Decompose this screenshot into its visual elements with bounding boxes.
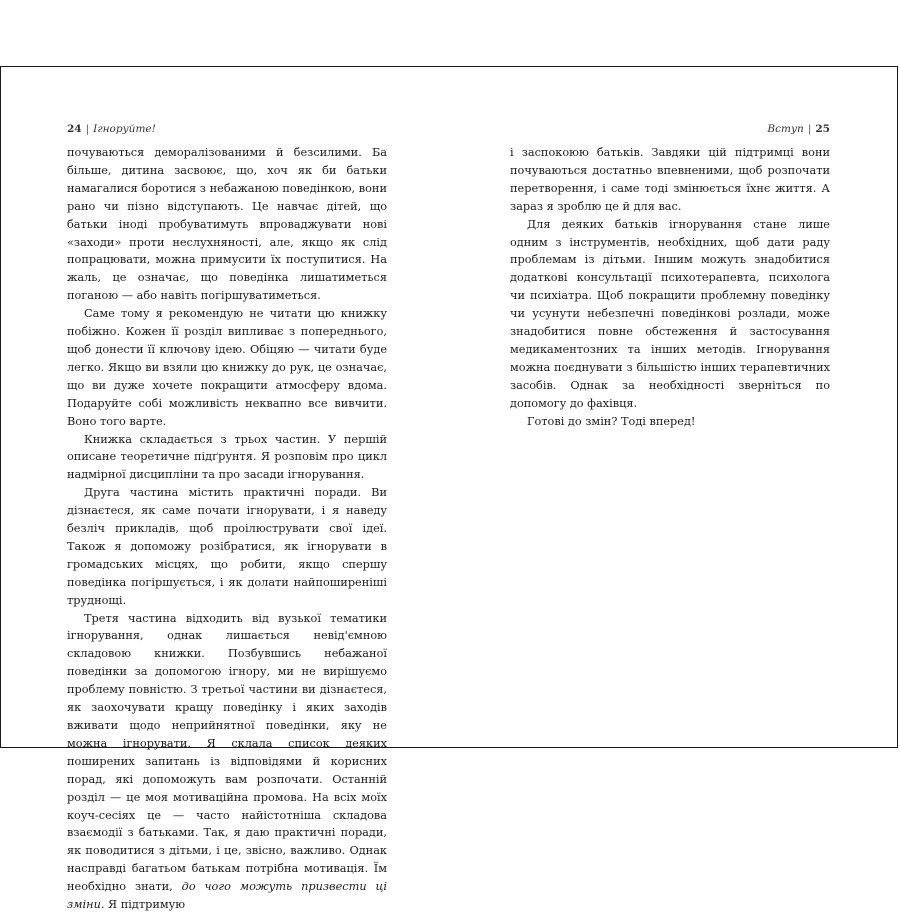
paragraph-text: і заспокоюю батьків. Завдяки цій підтримці вони почуваються достатньо впевненими, щоб розпочати перетворення, і саме тоді змінюється їхнє життя. А зараз я зроблю це й для вас. <box>510 146 830 213</box>
paragraph-text: Третя частина відходить від вузької тематики ігнорування, однак лишається невід'ємною складовою книжки. Позбувшись небажаної поведінки за допомогою ігнору, ми не вирішуємо проблему повністю. З третьої частини ви дізнаєтеся, як заохочувати кращу поведінку і яких заходів вживати щодо неприйнятної поведінки, яку не можна ігнорувати. Я склала список деяких поширених запитань із відповідями й корисних порад, які допоможуть вам розпочати. Останній розділ — це моя мотиваційна промова. На всіх моїх коуч-сесіях це — часто найістотніша складова взаємодії з батьками. Так, я даю практичні поради, як поводитися з дітьми, і це, звісно, важливо. Однак насправді багатьом батькам потрібна мотивація. Їм необхідно знати, <box>67 611 387 894</box>
left-page-number: 24 <box>67 123 82 135</box>
paragraph-text: . Я підтримую <box>100 898 186 912</box>
right-header-separator: | <box>807 123 812 135</box>
left-page-body <box>67 144 387 914</box>
italic-text: до чого можуть призвести ці зміни <box>67 880 387 912</box>
paragraph-text: Саме тому я рекомендую не читати цю книжку побіжно. Кожен її розділ випливає з попереднього, щоб донести її ключову ідею. Обіцяю — читати буде легко. Якщо ви взяли цю книжку до рук, це означає, що ви дуже хочете покращити атмосферу вдома. Подаруйте собі можливість неквапно все вивчити. Воно того варте. <box>67 307 387 428</box>
paragraph-text: Для деяких батьків ігнорування стане лише одним з інструментів, необхідних, щоб дати раду проблемам із дітьми. Іншим можуть знадобитися додаткові консультації психотерапевта, психолога чи психіатра. Щоб покращити проблемну поведінку чи усунути небезпечні поведінкові розлади, може знадобитися повне обстеження й застосування медикаментозних та інших методів. Ігнорування можна поєднувати з більшістю інших терапевтичних засобів. Однак за необхідності зверніться по допомогу до фахівця. <box>510 217 830 410</box>
book-spread <box>0 66 898 912</box>
paragraph <box>67 305 387 430</box>
left-header-title: Ігноруйте! <box>93 123 156 135</box>
left-running-head <box>67 123 156 135</box>
left-header-separator: | <box>85 123 90 135</box>
paragraph <box>67 484 387 609</box>
left-page <box>1 67 450 912</box>
paragraph-text: Готові до змін? Тоді вперед! <box>527 414 696 428</box>
paragraph <box>67 144 387 305</box>
right-page-number: 25 <box>815 123 830 135</box>
paragraph-text: почуваються деморалізованими й безсилими. Ба більше, дитина засвоює, що, хоч як би батьки намагалися боротися з небажаною поведінкою, вони рано чи пізно відступають. Це навчає дітей, що батьки іноді пробуватимуть впроваджувати нові «заходи» проти неслухняності, але, якщо як слід попрацювати, можна примусити їх поступитися. На жаль, це означає, що поведінка лишатиметься поганою — або навіть погіршуватиметься. <box>67 146 387 303</box>
paragraph <box>67 610 387 914</box>
right-header-title: Вступ <box>767 123 804 135</box>
paragraph-text: Друга частина містить практичні поради. Ви дізнаєтеся, як саме почати ігнорувати, і я наведу безліч прикладів, щоб проілюструвати свої ідеї. Також я допоможу розібратися, як ігнорувати в громадських місцях, що робити, якщо спершу поведінка погіршується, і як долати найпоширеніші труднощі. <box>67 486 387 607</box>
paragraph-text: Книжка складається з трьох частин. У першій описане теоретичне підґрунтя. Я розповім про цикл надмірної дисципліни та про засади ігнорування. <box>67 432 387 482</box>
paragraph <box>67 431 387 485</box>
right-page <box>450 67 899 747</box>
paragraph <box>510 216 830 413</box>
paragraph <box>510 144 830 216</box>
right-running-head <box>767 123 830 135</box>
paragraph <box>510 413 830 431</box>
right-page-body <box>510 144 830 431</box>
